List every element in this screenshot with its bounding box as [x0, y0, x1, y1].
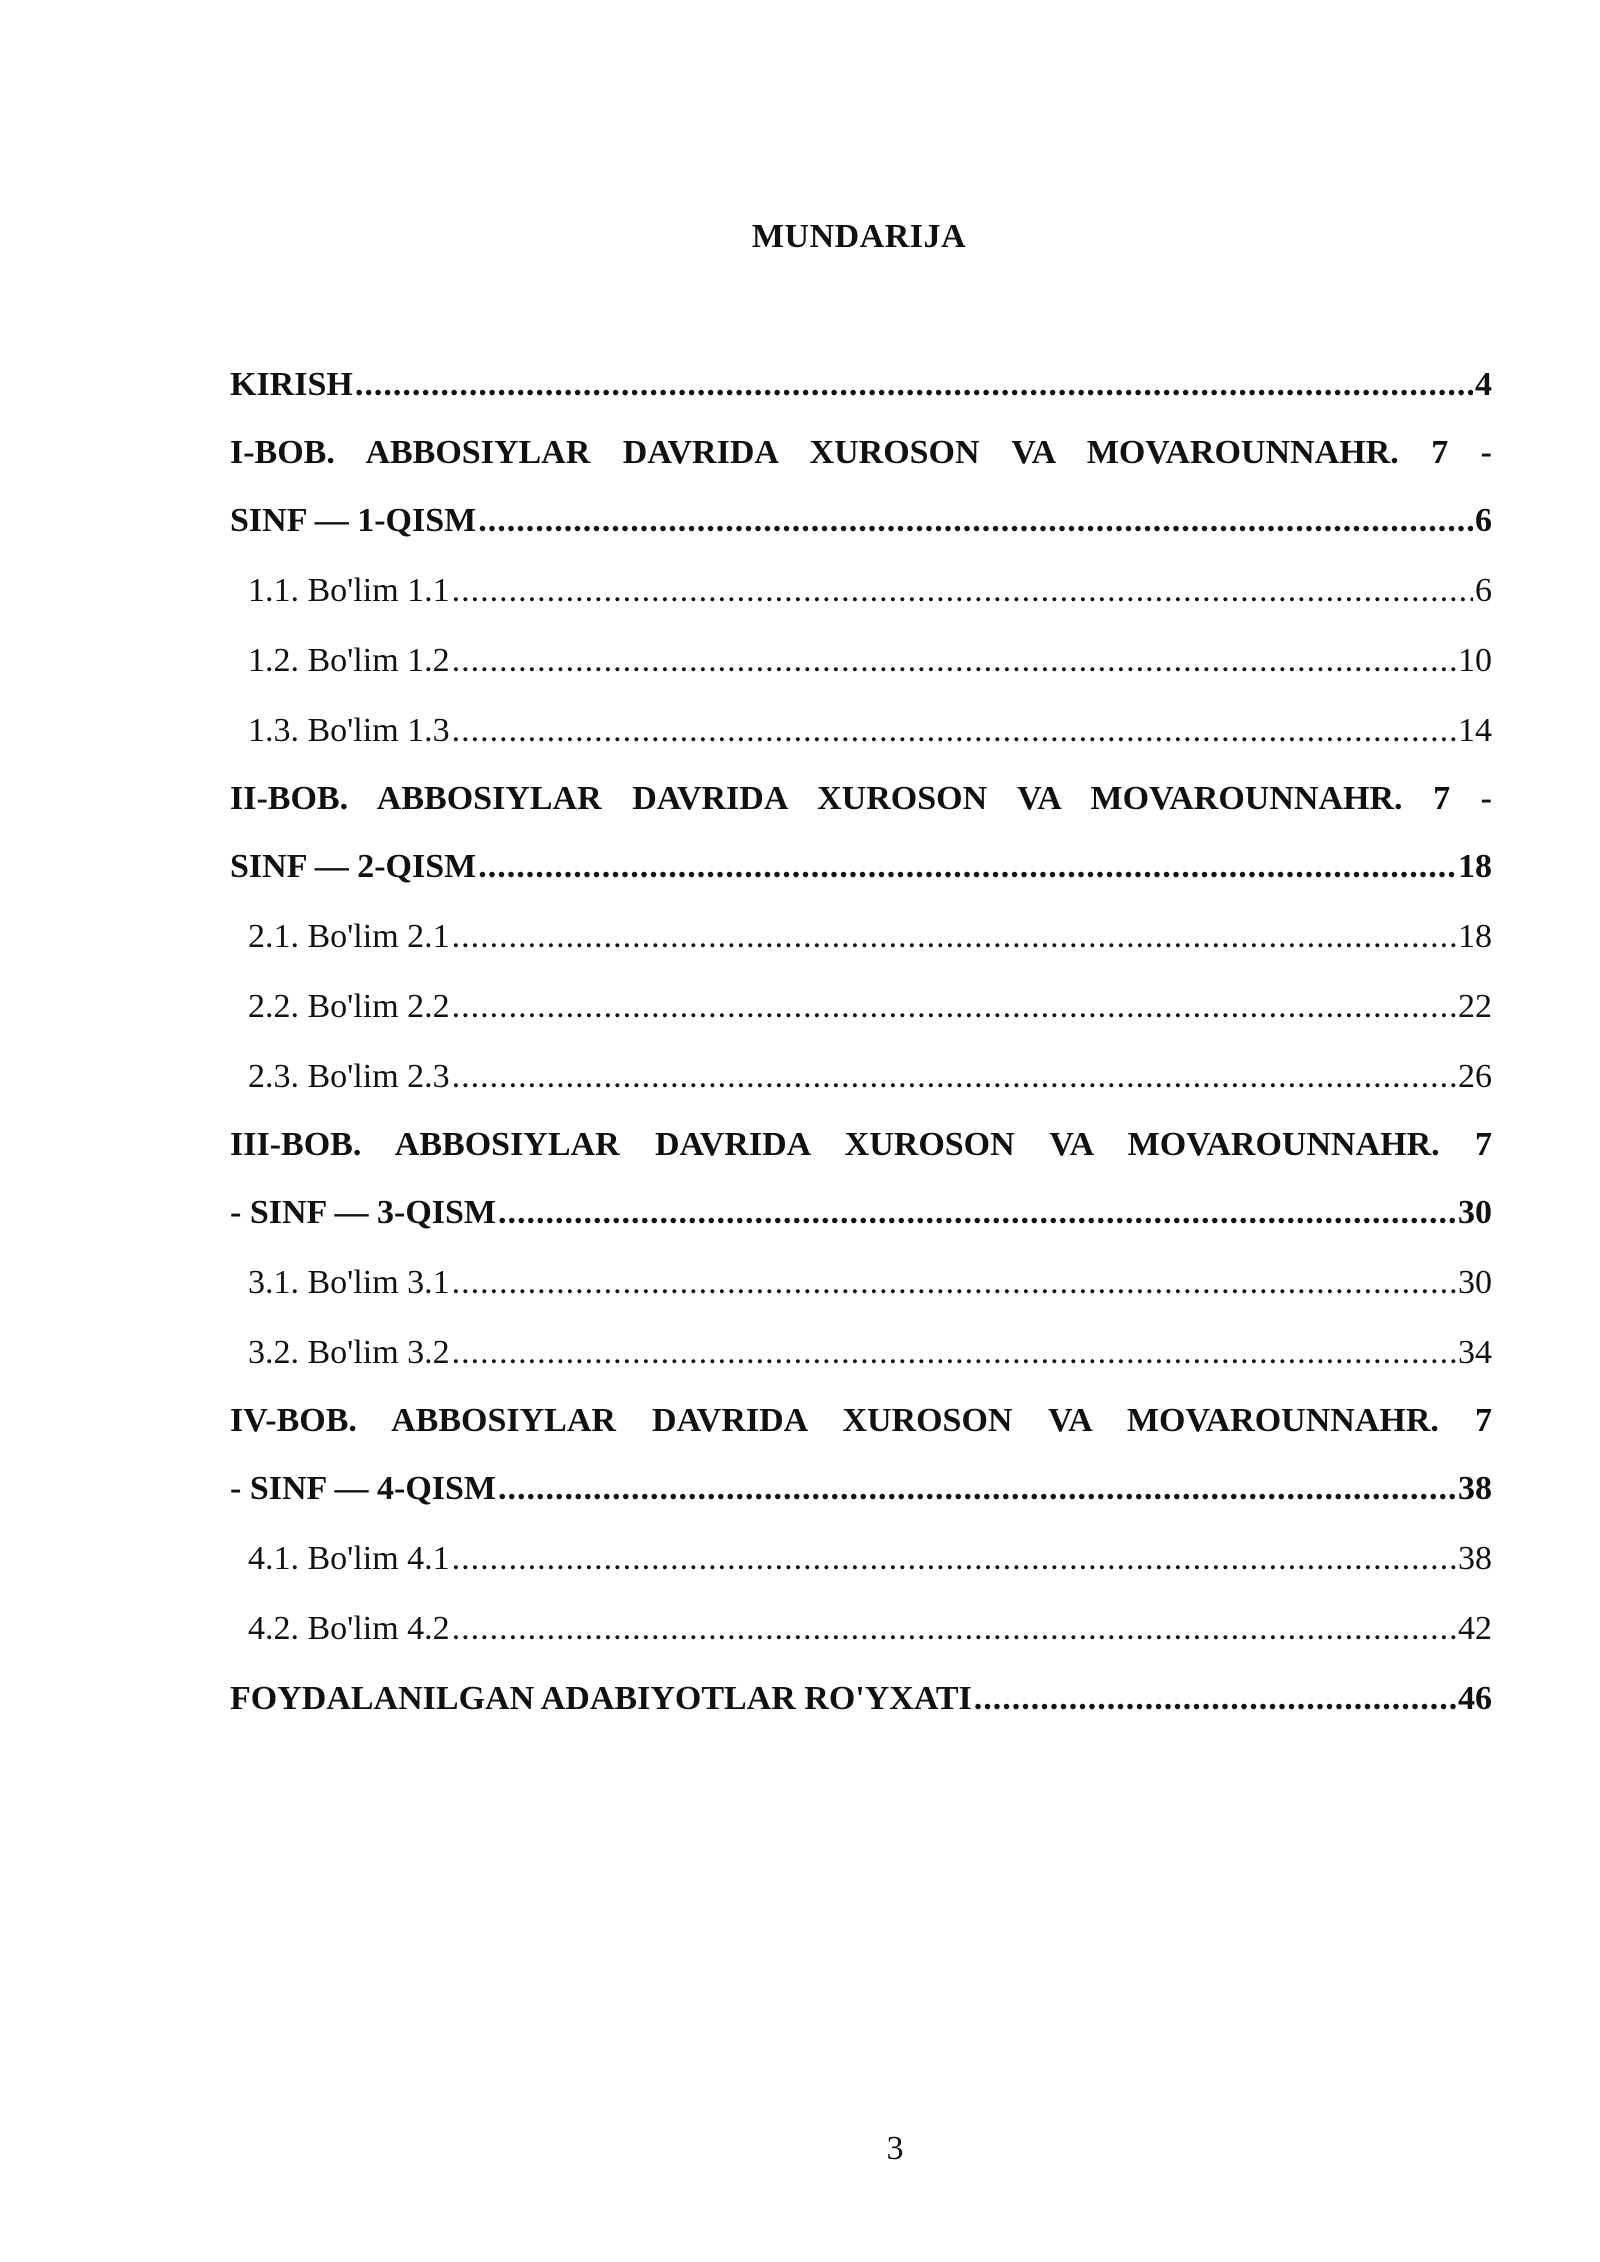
toc-page-number: 10 — [1458, 642, 1492, 679]
toc-entry-label: - SINF — 3-QISM — [230, 1194, 497, 1231]
toc-page-number: 26 — [1458, 1058, 1492, 1095]
toc-entry-label: FOYDALANILGAN ADABIYOTLAR RO'YXATI — [230, 1680, 972, 1717]
toc-entry-label: 4.1. Bo'lim 4.1 — [248, 1540, 450, 1577]
toc-entry-label: 1.1. Bo'lim 1.1 — [248, 572, 450, 609]
dot-leader — [498, 1178, 1456, 1248]
table-of-contents — [230, 350, 1492, 1734]
dot-leader — [974, 1664, 1456, 1734]
toc-page-number: 18 — [1458, 918, 1492, 955]
dot-leader — [452, 972, 1456, 1042]
dot-leader — [355, 350, 1473, 420]
toc-entry-4-1[interactable] — [230, 1524, 1492, 1594]
toc-entry-label: 3.1. Bo'lim 3.1 — [248, 1264, 450, 1301]
toc-entry-label: SINF — 1-QISM — [230, 502, 477, 539]
toc-entry-3-1[interactable] — [230, 1248, 1492, 1318]
toc-entry-2-2[interactable] — [230, 972, 1492, 1042]
toc-entry-2-3[interactable] — [230, 1042, 1492, 1112]
dot-leader — [452, 1594, 1456, 1664]
toc-chapter-heading-3[interactable]: III-BOB. ABBOSIYLAR DAVRIDA XUROSON VA MOVAROUNNAHR. 7 — [230, 1126, 1492, 1163]
toc-entry-1-2[interactable] — [230, 626, 1492, 696]
toc-page-number: 30 — [1458, 1264, 1492, 1301]
toc-chapter-heading-1[interactable]: I-BOB. ABBOSIYLAR DAVRIDA XUROSON VA MOVAROUNNAHR. 7 - — [230, 434, 1492, 471]
toc-entry-chapter-1[interactable] — [230, 486, 1492, 556]
toc-entry-label: 2.1. Bo'lim 2.1 — [248, 918, 450, 955]
page-number: 3 — [886, 2130, 904, 2167]
toc-entry-chapter-3[interactable] — [230, 1178, 1492, 1248]
dot-leader — [452, 1524, 1456, 1594]
dot-leader — [452, 902, 1456, 972]
dot-leader — [478, 486, 1473, 556]
page-title: MUNDARIJA — [751, 218, 967, 255]
toc-page-number: 34 — [1458, 1334, 1492, 1371]
dot-leader — [452, 1318, 1456, 1388]
dot-leader — [452, 556, 1473, 626]
toc-page-number: 22 — [1458, 988, 1492, 1025]
toc-page-number: 6 — [1475, 572, 1492, 609]
toc-page-number: 46 — [1458, 1680, 1492, 1717]
toc-page-number: 4 — [1475, 366, 1492, 403]
dot-leader — [452, 1248, 1456, 1318]
toc-entry-label: 2.2. Bo'lim 2.2 — [248, 988, 450, 1025]
toc-entry-label: - SINF — 4-QISM — [230, 1470, 497, 1507]
toc-entry-kirish[interactable] — [230, 350, 1492, 420]
toc-entry-chapter-4[interactable] — [230, 1454, 1492, 1524]
toc-entry-label: 1.3. Bo'lim 1.3 — [248, 712, 450, 749]
dot-leader — [478, 832, 1456, 902]
dot-leader — [452, 626, 1456, 696]
toc-page-number: 42 — [1458, 1610, 1492, 1647]
dot-leader — [452, 696, 1456, 766]
toc-chapter-heading-2[interactable]: II-BOB. ABBOSIYLAR DAVRIDA XUROSON VA MOVAROUNNAHR. 7 - — [230, 780, 1492, 817]
toc-entry-3-2[interactable] — [230, 1318, 1492, 1388]
toc-page-number: 38 — [1458, 1470, 1492, 1507]
toc-entry-label: 1.2. Bo'lim 1.2 — [248, 642, 450, 679]
toc-entry-references[interactable] — [230, 1664, 1492, 1734]
toc-entry-2-1[interactable] — [230, 902, 1492, 972]
toc-page-number: 38 — [1458, 1540, 1492, 1577]
toc-entry-4-2[interactable] — [230, 1594, 1492, 1664]
dot-leader — [452, 1042, 1456, 1112]
toc-page-number: 30 — [1458, 1194, 1492, 1231]
toc-entry-chapter-2[interactable] — [230, 832, 1492, 902]
toc-entry-label: 4.2. Bo'lim 4.2 — [248, 1610, 450, 1647]
toc-page-number: 14 — [1458, 712, 1492, 749]
toc-entry-label: KIRISH — [230, 366, 353, 403]
dot-leader — [498, 1454, 1456, 1524]
toc-entry-1-1[interactable] — [230, 556, 1492, 626]
toc-entry-label: 3.2. Bo'lim 3.2 — [248, 1334, 450, 1371]
toc-entry-label: SINF — 2-QISM — [230, 848, 477, 885]
toc-entry-label: 2.3. Bo'lim 2.3 — [248, 1058, 450, 1095]
toc-page-number: 18 — [1458, 848, 1492, 885]
toc-chapter-heading-4[interactable]: IV-BOB. ABBOSIYLAR DAVRIDA XUROSON VA MOVAROUNNAHR. 7 — [230, 1402, 1492, 1439]
toc-entry-1-3[interactable] — [230, 696, 1492, 766]
toc-page-number: 6 — [1475, 502, 1492, 539]
